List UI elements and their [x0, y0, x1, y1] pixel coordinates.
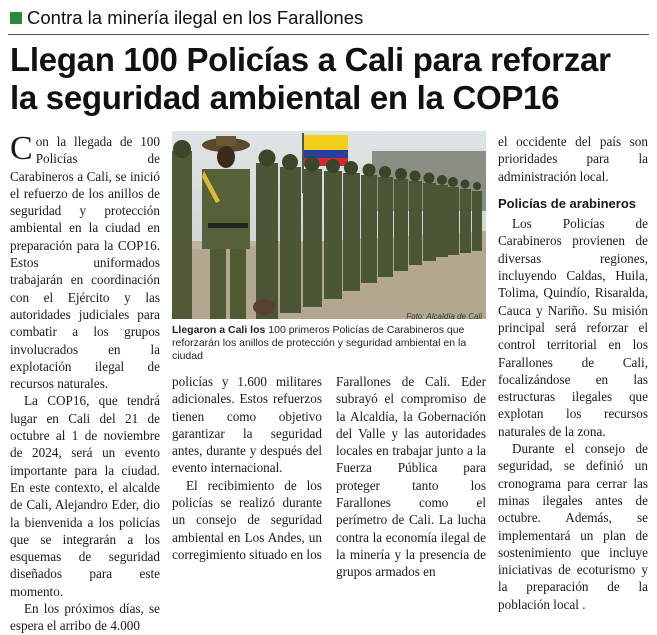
- kicker-text: Contra la minería ilegal en los Farallones: [27, 7, 364, 28]
- col4-paragraph-2: Los Policías de Carabineros provienen de diversas regiones, incluyendo Caldas, Huila, Tolima, Quindío, Risaralda, Cauca y Nariño. Su misión principal será reforzar el control territorial en los Farallones de Cali, focalizándose en las estructuras ilegales que explotan los recursos naturales de la zona.: [498, 216, 648, 439]
- column-2: [172, 373, 322, 563]
- col3-paragraph-1: Farallones de Cali. Eder subrayó el compromiso de la Alcaldía, la Gobernación del Valle y las autoridades locales en trabajar junto a la Fuerza Pública para proteger tanto los Farallones como el perímetro de Cali. La lucha contra la economía ilegal de la minería y la presencia de grupos armados en: [336, 374, 486, 580]
- col4-paragraph-3: Durante el consejo de seguridad, se definió un cronograma para cerrar las minas ilegales antes de octubre. Además, se implementará un plan de sostenimiento que incluye iniciativas de ecoturismo y la preparación de la población local .: [498, 441, 648, 612]
- headline-line-2: la seguridad ambiental en la COP16: [10, 79, 560, 116]
- headline-line-1: Llegan 100 Policías a Cali para reforzar: [10, 41, 611, 78]
- caption-lead: Llegaron a Cali los: [172, 324, 266, 336]
- col4-subheading: Policías de arabineros: [498, 195, 637, 211]
- headline: [10, 41, 650, 117]
- article-photo: [172, 131, 486, 319]
- police-formation-illustration: [172, 131, 486, 319]
- photo-credit: Foto: Alcaldía de Cali: [406, 312, 482, 321]
- col4-paragraph-1: el occidente del país son prioridades para la administración local.: [498, 134, 648, 184]
- col2-paragraph-2: El recibimiento de los policías se realizó durante un consejo de seguridad ambiental en Los Andes, un corregimiento situado en los: [172, 477, 322, 562]
- column-3: [336, 373, 486, 581]
- section-divider: [8, 34, 649, 35]
- caption-text: 100 primeros Policías de Carabineros que reforzarán los anillos de protección y seguridad ambiental en la ciudad: [172, 324, 467, 362]
- col1-paragraph-3: En los próximos días, se espera el arribo de 4.000: [10, 601, 160, 634]
- kicker-square-icon: [10, 12, 22, 24]
- col1-paragraph-1: on la llegada de 100 Policías de Carabineros a Cali, se inició el refuerzo de los anillos de seguridad y protección ambiental en la ciudad en preparación para la COP16. Estos uniformados trabajarán en coordinación con el Ejército y las autoridades judiciales para combatir a los grupos involucrados en la explotación ilegal de recursos naturales.: [10, 134, 160, 392]
- col1-paragraph-2: La COP16, que tendrá lugar en Cali del 21 de octubre al 1 de noviembre de 2024, será un evento importante para la ciudad. En este contexto, el alcalde de Cali, Alejandro Eder, dio la bienvenida a los policías que se integrarán a los esquemas de seguridad diseñados para este momento.: [10, 393, 160, 599]
- column-1: [10, 130, 160, 635]
- col2-paragraph-1: policías y 1.600 militares adicionales. Estos refuerzos tienen como objetivo garantizar la seguridad antes, durante y después del evento internacional.: [172, 374, 322, 476]
- section-kicker: [10, 7, 363, 29]
- column-4: [498, 133, 648, 613]
- drop-cap: C: [10, 130, 33, 167]
- photo-caption: [172, 324, 486, 363]
